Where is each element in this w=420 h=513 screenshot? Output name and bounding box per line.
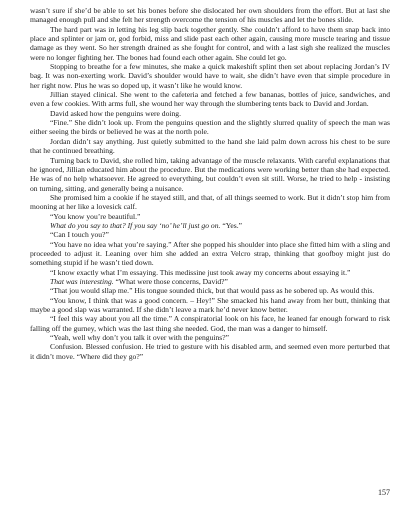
paragraph-text: Confusion. Blessed confusion. He tried to gesture with his disabled arm, and seemed even more perturbed that it didn’t move. “Where did they go?” — [30, 342, 390, 361]
paragraph-text: David asked how the penguins were doing. — [50, 108, 181, 118]
paragraph-text: Jordan didn’t say anything. Just quietly submitted to the hand she laid palm down across his chest to be sure that he continued breathing. — [30, 136, 390, 156]
page-number: 157 — [378, 488, 390, 497]
paragraph-text: “That jou would sllap me.” His tongue sounded thick, but that would pass as he sobered up. As would this. — [50, 286, 375, 296]
paragraph — [30, 277, 390, 286]
paragraph — [30, 90, 390, 109]
paragraph — [30, 296, 390, 315]
book-page-body — [30, 6, 390, 361]
paragraph-text: Stopping to breathe for a few minutes, she make a quick makeshift splint then set about replacing Jordan’s IV bag. It was non-exerting work. David’s shoulder would have to wait, she didn’t have even that simple procedure in her right now. Plus he was so doped up, it wasn’t like he would know. — [30, 62, 390, 90]
paragraph — [30, 230, 390, 239]
paragraph-text: She promised him a cookie if he stayed still, and that, of all things seemed to work. But it didn’t stop him from mooning at her like a lovesick calf. — [30, 192, 390, 212]
paragraph-text: “You know, I think that was a good concern. – Hey!” She smacked his hand away from her butt, thinking that maybe a good slap was warranted. If she didn’t leave a mark he’d never know better. — [30, 295, 390, 314]
paragraph-text: “Fine.” She didn’t look up. From the penguins question and the slightly slurred quality of speech the man was either seeing the birds or believed he was at the north pole. — [30, 118, 390, 137]
paragraph-text: “I know exactly what I’m essaying. This medissine just took away my concerns about essaying it.” — [50, 267, 351, 277]
paragraph — [30, 62, 390, 90]
paragraph — [30, 6, 390, 25]
paragraph — [30, 25, 390, 62]
paragraph — [30, 212, 390, 221]
paragraph — [30, 118, 390, 137]
paragraph — [30, 109, 390, 118]
paragraph-text: “Yes.” — [220, 220, 243, 230]
paragraph — [30, 333, 390, 342]
paragraph-text: Turning back to David, she rolled him, taking advantage of the muscle relaxants. With careful explanations that he ignored, Jillian educated him about the procedure. But the medications were working better than she had expected. He was of no help whatsoever. He agreed to everything, but couldn’t even sit still. Worse, he tried to help - insisting on turning, sitting, and generally being a nuisance. — [30, 155, 390, 193]
paragraph — [30, 221, 390, 230]
paragraph — [30, 342, 390, 361]
paragraph — [30, 137, 390, 156]
paragraph-text: “What were those concerns, David?” — [113, 276, 228, 286]
italic-thought: That was interesting. — [50, 276, 114, 286]
paragraph-text: “Yeah, well why don’t you talk it over with the penguins?” — [50, 333, 229, 343]
paragraph — [30, 314, 390, 333]
italic-thought: What do you say to that? If you say ‘no’ he’ll just go on. — [50, 220, 221, 230]
paragraph-text: “Can I touch you?” — [50, 230, 109, 240]
paragraph — [30, 268, 390, 277]
paragraph-text: wasn’t sure if she’d be able to set his bones before she dislocated her own shoulders from the effort. But at last she managed enough pull and she felt her strength overcome the tension of his muscles and let the bones slide. — [30, 6, 390, 25]
paragraph-text: Jillian stayed clinical. She went to the cafeteria and fetched a few bananas, bottles of juice, sandwiches, and even a few cookies. With arms full, she wound her way through the slumbering tents back to David and Jordan. — [30, 90, 390, 109]
paragraph-text: “You have no idea what you’re saying.” After she popped his shoulder into place she fitted him with a sling and proceeded to adjust it. Leaning over him she added an extra Velcro strap, thinking that goofboy might just do something stupid if he wasn’t tied down. — [30, 239, 390, 268]
paragraph-text: “I feel this way about you all the time.” A conspiratorial look on his face, he leaned far enough forward to risk falling off the gurney, which was the last thing she needed. God, the man was a danger to himself. — [30, 314, 390, 333]
paragraph — [30, 240, 390, 268]
paragraph-text: “You know you’re beautiful.” — [50, 211, 141, 221]
paragraph — [30, 193, 390, 212]
paragraph — [30, 286, 390, 295]
paragraph-text: The hard part was in letting his leg slip back together gently. She couldn’t afford to have them snap back into place and splinter or jam or, god forbid, miss and slide past each other again, causing more muscle tearing and tissue damage as they went. So her strength drained as she fought for control, and with a last sigh she realized the muscles were no longer fighting her. The bones had found each other again. She could let go. — [30, 24, 390, 62]
paragraph — [30, 156, 390, 193]
